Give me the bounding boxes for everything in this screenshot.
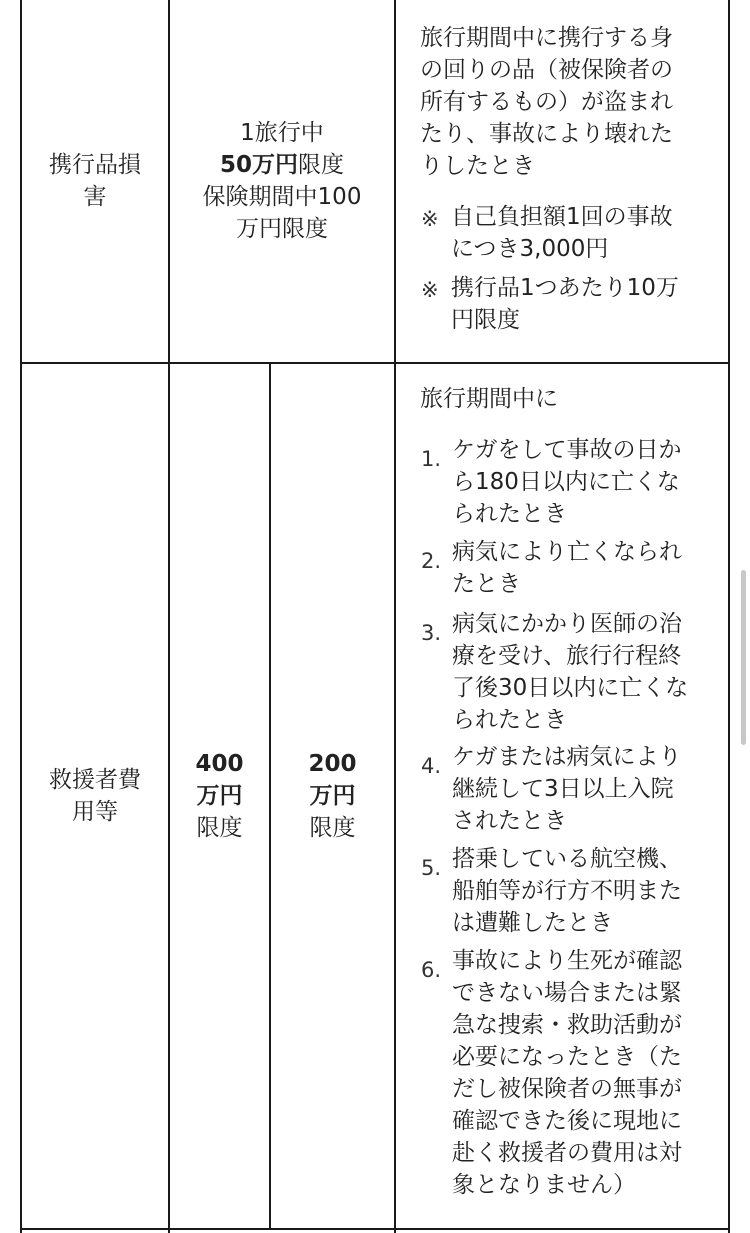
row-divider bbox=[20, 362, 730, 364]
limit-cell-a: 400 万円 限度 bbox=[195, 751, 244, 841]
limit-cell-b: 200 万円 限度 bbox=[308, 751, 357, 841]
note-mark: ※ bbox=[421, 207, 439, 231]
row-divider-bottom bbox=[20, 1228, 730, 1230]
limit-cell: 1旅行中 50万円限度 保険期間中100 万円限度 bbox=[202, 120, 362, 242]
list-number: 5. bbox=[421, 856, 442, 880]
list-number: 6. bbox=[421, 958, 442, 982]
row-name: 携行品損 害 bbox=[49, 152, 141, 210]
list-number: 2. bbox=[421, 549, 442, 573]
row-name: 救援者費 用等 bbox=[49, 767, 141, 825]
table-border-right bbox=[728, 0, 730, 1233]
list-number: 3. bbox=[421, 621, 442, 645]
description-text: 旅行期間中に携行する身 の回りの品（被保険者の 所有するもの）が盗まれ たり、事故により壊れた りしたとき bbox=[420, 25, 673, 179]
description-intro: 旅行期間中に bbox=[420, 386, 558, 412]
list-number: 4. bbox=[421, 754, 442, 778]
table-divider-col3 bbox=[394, 0, 396, 1233]
note-mark: ※ bbox=[421, 278, 439, 302]
limit-amount: 50万円 bbox=[219, 152, 298, 178]
list-number: 1. bbox=[421, 447, 442, 471]
vertical-scrollbar[interactable] bbox=[741, 570, 746, 745]
